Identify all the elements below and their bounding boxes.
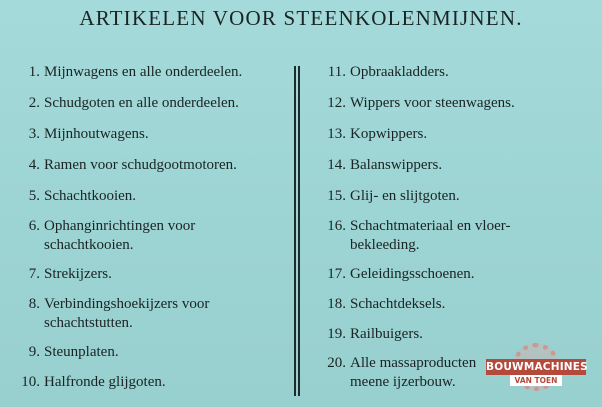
- item-text: [44, 156, 290, 175]
- item-number: 4.: [28, 157, 40, 173]
- item-text-line: Balanswippers.: [350, 157, 443, 173]
- item-text-line: Mijnhoutwagens.: [44, 126, 149, 142]
- item-text-line: Opbraakladders.: [350, 64, 449, 80]
- item-number: 9.: [28, 344, 40, 360]
- item-number: 17.: [327, 266, 346, 282]
- item-text: [350, 325, 599, 344]
- logo-name: BOUWMACHINES: [486, 361, 588, 373]
- item-text-line: schachtkooien.: [44, 237, 134, 253]
- item-text: [350, 187, 599, 206]
- item-text-line: Alle massaproducten: [350, 355, 477, 371]
- item-number: 8.: [28, 296, 40, 312]
- item-text: [44, 295, 290, 333]
- item-text-line: Mijnwagens en alle onderdeelen.: [44, 64, 243, 80]
- item-text-line: Geleidingsschoenen.: [350, 266, 475, 282]
- item-text: [44, 125, 290, 144]
- item-text-line: Ophanginrichtingen voor: [44, 218, 196, 234]
- logo-sub: VAN TOEN: [510, 375, 562, 386]
- item-text: [44, 187, 290, 206]
- item-text-line: Wippers voor steenwagens.: [350, 95, 515, 111]
- item-number: 16.: [327, 218, 346, 234]
- item-number: 7.: [28, 266, 40, 282]
- item-text-line: Schachtmateriaal en vloer-: [350, 218, 511, 234]
- item-number: 13.: [327, 126, 346, 142]
- item-text-line: bekleeding.: [350, 237, 420, 253]
- item-text-line: Verbindingshoekijzers voor: [44, 296, 210, 312]
- item-text-line: Ramen voor schudgootmotoren.: [44, 157, 237, 173]
- item-text-line: Schachtdeksels.: [350, 296, 446, 312]
- item-number: 12.: [327, 95, 346, 111]
- item-text: [350, 217, 599, 255]
- item-number: 1.: [28, 64, 40, 80]
- item-text: [350, 156, 599, 175]
- item-text-line: Kopwippers.: [350, 126, 428, 142]
- item-number: 5.: [28, 188, 40, 204]
- item-number: 19.: [327, 326, 346, 342]
- item-number: 15.: [327, 188, 346, 204]
- item-number: 20.: [327, 355, 346, 371]
- item-text-line: Strekijzers.: [44, 266, 112, 282]
- item-number: 18.: [327, 296, 346, 312]
- item-text: [44, 94, 290, 113]
- item-text: [350, 295, 599, 314]
- item-text-line: Railbuigers.: [350, 326, 423, 342]
- item-number: 6.: [28, 218, 40, 234]
- item-number: 2.: [28, 95, 40, 111]
- item-text-line: Schachtkooien.: [44, 188, 137, 204]
- item-text: [350, 265, 599, 284]
- item-text-line: meene ijzerbouw.: [350, 374, 456, 390]
- item-text: [44, 373, 290, 392]
- item-number: 11.: [327, 64, 346, 80]
- item-text: [350, 63, 599, 82]
- item-number: 14.: [327, 157, 346, 173]
- item-text: [44, 63, 290, 82]
- item-text-line: Halfronde glijgoten.: [44, 374, 166, 390]
- item-number: 10.: [21, 374, 40, 390]
- item-text: [44, 217, 290, 255]
- item-text-line: Schudgoten en alle onderdeelen.: [44, 95, 239, 111]
- item-text-line: Steunplaten.: [44, 344, 119, 360]
- item-text: [44, 265, 290, 284]
- item-number: 3.: [28, 126, 40, 142]
- item-text: [44, 343, 290, 362]
- watermark-logo: [486, 349, 586, 391]
- item-text-line: schachtstutten.: [44, 315, 133, 331]
- page-title: ARTIKELEN VOOR STEENKOLENMIJNEN.: [79, 6, 523, 30]
- column-divider: [293, 66, 301, 396]
- item-text: [350, 125, 599, 144]
- item-text: [350, 94, 599, 113]
- item-text-line: Glij- en slijtgoten.: [350, 188, 460, 204]
